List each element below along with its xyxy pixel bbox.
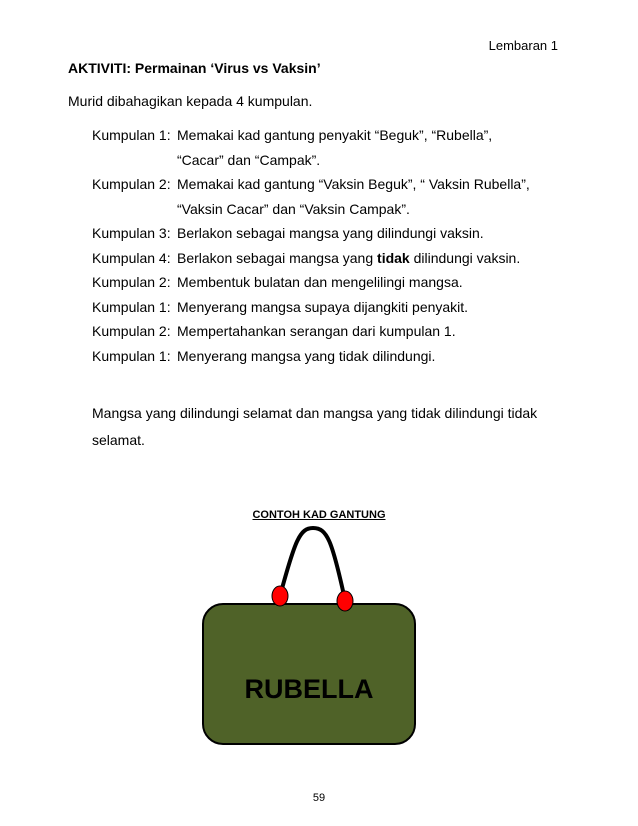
instruction-text: Mempertahankan serangan dari kumpulan 1. <box>177 323 456 339</box>
intro-text: Murid dibahagikan kepada 4 kumpulan. <box>68 93 313 109</box>
group-label: Kumpulan 2: <box>92 176 171 192</box>
instruction-row <box>92 221 530 246</box>
instruction-text: Berlakon sebagai mangsa yang dilindungi vaksin. <box>177 225 484 241</box>
instruction-text <box>177 246 520 271</box>
hanging-card-illustration <box>190 520 430 750</box>
group-label: Kumpulan 1: <box>92 127 171 143</box>
pin-right-icon <box>337 591 353 611</box>
group-label: Kumpulan 1: <box>92 298 171 315</box>
instruction-row <box>92 172 530 197</box>
instruction-text-start: Berlakon sebagai mangsa yang <box>177 249 378 266</box>
group-label: Kumpulan 2: <box>92 323 171 339</box>
instruction-text: “Vaksin Cacar” dan “Vaksin Campak”. <box>177 200 410 217</box>
instruction-row <box>92 319 530 344</box>
group-instructions <box>92 123 530 368</box>
instruction-row <box>92 123 530 148</box>
emphasis-word: tidak <box>377 249 410 266</box>
group-label: Kumpulan 1: <box>92 347 171 364</box>
sheet-label: Lembaran 1 <box>488 38 558 53</box>
activity-title: AKTIVITI: Permainan ‘Virus vs Vaksin’ <box>68 60 321 76</box>
instruction-text: Memakai kad gantung penyakit “Beguk”, “Rubella”, <box>177 127 493 143</box>
card-label: RUBELLA <box>244 674 374 704</box>
instruction-text: Menyerang mangsa yang tidak dilindungi. <box>177 347 436 364</box>
instruction-row <box>92 344 530 369</box>
group-label: Kumpulan 3: <box>92 225 171 241</box>
conclusion-text: Mangsa yang dilindungi selamat dan mangsa yang tidak dilindungi tidak selamat. <box>92 405 538 448</box>
instruction-text: “Cacar” dan “Campak”. <box>177 151 321 168</box>
instruction-text: Memakai kad gantung “Vaksin Beguk”, “ Vaksin Rubella”, <box>177 176 530 192</box>
instruction-row <box>92 246 530 271</box>
instruction-text: Membentuk bulatan dan mengelilingi mangsa. <box>177 274 463 290</box>
page-number: 59 <box>312 792 326 804</box>
instruction-text: Menyerang mangsa supaya dijangkiti penyakit. <box>177 298 469 315</box>
pin-left-icon <box>272 586 288 606</box>
instruction-row-continued <box>92 197 530 222</box>
instruction-row <box>92 295 530 320</box>
card-string <box>280 528 345 600</box>
card-caption: CONTOH KAD GANTUNG <box>252 509 386 521</box>
instruction-row <box>92 270 530 295</box>
instruction-row-continued <box>92 148 530 173</box>
group-label: Kumpulan 4: <box>92 249 171 266</box>
group-label: Kumpulan 2: <box>92 274 171 290</box>
instruction-text-end: dilindungi vaksin. <box>409 249 521 266</box>
